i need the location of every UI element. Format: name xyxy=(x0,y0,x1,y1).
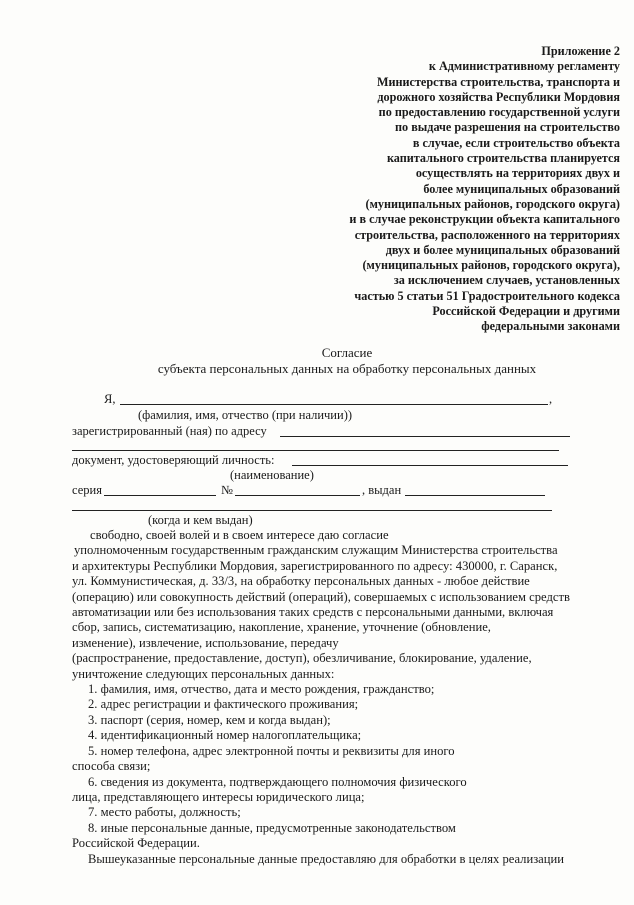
consent-body xyxy=(72,528,614,867)
list-item: 1. фамилия, имя, отчество, дата и место рождения, гражданство; xyxy=(88,682,435,697)
body-line: изменение), извлечение, использование, передачу xyxy=(72,635,339,650)
fio-field[interactable] xyxy=(120,404,548,405)
issued-caption: (когда и кем выдан) xyxy=(148,513,253,527)
list-item: 8. иные персональные данные, предусмотренные законодательством xyxy=(88,820,456,835)
appendix-line: (муниципальных районов, городского округа), xyxy=(362,258,620,273)
document-label: документ, удостоверяющий личность: xyxy=(72,453,275,467)
list-item: 7. место работы, должность; xyxy=(88,805,241,820)
fio-caption: (фамилия, имя, отчество (при наличии)) xyxy=(138,408,353,422)
appendix-line: (муниципальных районов, городского округа) xyxy=(365,196,620,211)
document-subtitle: субъекта персональных данных на обработку персональных данных xyxy=(157,361,537,376)
body-line: ул. Коммунистическая, д. 33/3, на обработку персональных данных - любое действие xyxy=(72,574,530,589)
body-line: (распространение, предоставление, доступ), обезличивание, блокирование, удаление, xyxy=(72,651,532,666)
body-line: Вышеуказанные персональные данные предоставляю для обработки в целях реализации xyxy=(88,851,564,866)
body-line: уничтожение следующих персональных данных: xyxy=(72,666,335,681)
list-item: 6. сведения из документа, подтверждающего полномочия физического xyxy=(88,774,467,789)
body-line: (операцию) или совокупность действий (операций), совершаемых с использованием средств xyxy=(72,589,570,604)
appendix-line: частью 5 статьи 51 Градостроительного кодекса xyxy=(354,288,620,303)
body-line: автоматизации или без использования таких средств с персональными данными, включая xyxy=(72,605,554,620)
appendix-line: и в случае реконструкции объекта капитального xyxy=(349,212,620,227)
body-line: уполномоченным государственным гражданским служащим Министерства строительства xyxy=(74,543,558,558)
i-label: Я, xyxy=(104,392,116,406)
appendix-line: дорожного хозяйства Республики Мордовия xyxy=(377,89,620,104)
issued-label: , выдан xyxy=(362,483,402,497)
appendix-line: по предоставлению государственной услуги xyxy=(378,105,620,120)
body-line: и архитектуры Республики Мордовия, зарегистрированного по адресу: 430000, г. Саранск, xyxy=(72,558,558,573)
body-line: свободно, своей волей и в своем интересе даю согласие xyxy=(90,528,389,542)
address-label: зарегистрированный (ная) по адресу xyxy=(72,424,267,438)
appendix-line: за исключением случаев, установленных xyxy=(393,273,620,288)
appendix-line: Российской Федерации и другими xyxy=(432,304,620,319)
list-item: 2. адрес регистрации и фактического проживания; xyxy=(88,697,359,712)
appendix-line: Министерства строительства, транспорта и xyxy=(376,74,620,89)
address-field[interactable] xyxy=(280,436,570,437)
series-field[interactable] xyxy=(104,495,216,496)
series-label: серия xyxy=(72,483,102,497)
list-item: 4. идентификационный номер налогоплательщика; xyxy=(88,728,362,743)
address-field-line2[interactable] xyxy=(72,450,559,451)
appendix-line: по выдаче разрешения на строительство xyxy=(395,120,620,135)
list-item: 3. паспорт (серия, номер, кем и когда выдан); xyxy=(88,712,331,727)
appendix-line: двух и более муниципальных образований xyxy=(385,242,620,257)
document-title: Согласие xyxy=(321,345,373,360)
appendix-line: капитального строительства планируется xyxy=(386,151,620,166)
body-line: сбор, запись, систематизацию, накопление, хранение, уточнение (обновление, xyxy=(72,620,491,635)
number-field[interactable] xyxy=(235,495,360,496)
appendix-line: к Административному регламенту xyxy=(428,59,620,74)
issued-field-line2[interactable] xyxy=(72,510,552,511)
list-item-cont: лица, представляющего интересы юридического лица; xyxy=(72,789,365,804)
appendix-header xyxy=(290,44,620,335)
list-item-cont: способа связи; xyxy=(72,759,151,774)
appendix-line: более муниципальных образований xyxy=(423,181,620,196)
appendix-line: строительства, расположенного на территориях xyxy=(354,227,620,242)
i-comma: , xyxy=(549,392,553,406)
issued-field[interactable] xyxy=(405,495,545,496)
appendix-line: в случае, если строительство объекта xyxy=(412,135,620,150)
list-item-cont: Российской Федерации. xyxy=(72,836,200,851)
appendix-line: Приложение 2 xyxy=(541,44,620,58)
appendix-line: федеральными законами xyxy=(481,319,620,334)
name-caption: (наименование) xyxy=(230,468,314,482)
document-field[interactable] xyxy=(292,465,568,466)
number-label: № xyxy=(221,483,233,497)
appendix-line: осуществлять на территориях двух и xyxy=(415,166,620,181)
list-item: 5. номер телефона, адрес электронной почты и реквизиты для иного xyxy=(88,743,455,758)
